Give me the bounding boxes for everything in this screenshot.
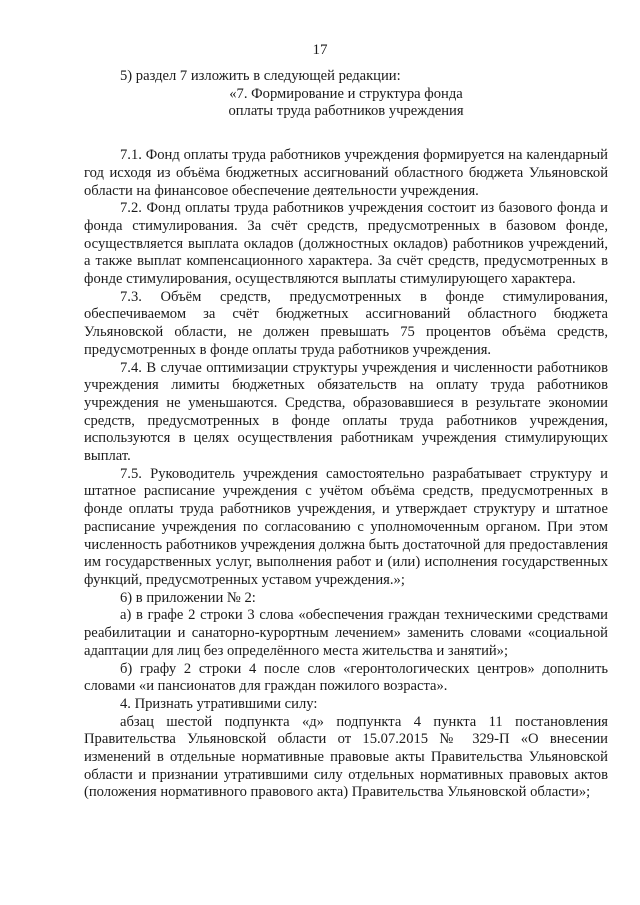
section-heading bbox=[84, 86, 608, 121]
page-number: 17 bbox=[312, 42, 328, 58]
item-6: 6) в приложении № 2: bbox=[120, 589, 256, 606]
document-body bbox=[84, 68, 608, 802]
section-heading-line-1: «7. Формирование и структура фонда bbox=[229, 85, 463, 102]
item-4-abzac: абзац шестой подпункта «д» подпункта 4 пункта 11 постановления Правительства Ульяновской области от 15.07.2015 № 329-П «О внесении изменений в отдельные нормативные правовые акты Правительства Ульяновской области и признании утратившими силу отдельных нормативных правовых актов (положения нормативного правового акта) Правительства Ульяновской области»; bbox=[84, 713, 608, 801]
paragraph-7-3: 7.3. Объём средств, предусмотренных в фонде стимулирования, обеспечиваемом за счёт бюджетных ассигнований областного бюджета Ульяновской области, не должен превышать 75 процентов объёма средств, предусмотренных в фонде оплаты труда работников учреждения. bbox=[84, 288, 608, 358]
item-6-a: а) в графе 2 строки 3 слова «обеспечения граждан техническими средствами реабилитации и санаторно-курортным лечением» заменить словами «социальной адаптации для лиц без определённого места жительства и занятий»; bbox=[84, 607, 608, 659]
section-heading-line-2: оплаты труда работников учреждения bbox=[228, 103, 464, 120]
paragraph-7-5: 7.5. Руководитель учреждения самостоятельно разрабатывает структуру и штатное расписание учреждения с учётом объёма средств, предусмотренных в фонде оплаты труда работников учреждения, и утверждает структуру и штатное расписание учреждения по согласованию с уполномоченным органом. При этом численность работников учреждения должна быть достаточной для предоставления им государственных услуг, выполнения работ и (или) исполнения государственных функций, предусмотренных уставом учреждения.»; bbox=[84, 465, 608, 588]
paragraph-7-4: 7.4. В случае оптимизации структуры учреждения и численности работников учреждения лимиты бюджетных обязательств на оплату труда работников учреждения не уменьшаются. Средства, образовавшиеся в результате экономии средств, предусмотренных в фонде оплаты труда работников учреждения, используются в целях осуществления работникам учреждения стимулирующих выплат. bbox=[84, 359, 608, 465]
paragraph-7-2: 7.2. Фонд оплаты труда работников учреждения состоит из базового фонда и фонда стимулирования. За счёт средств, предусмотренных в базовом фонде, осуществляется выплата окладов (должностных окладов) работников учреждений, а также выплат компенсационного характера. За счёт средств, предусмотренных в фонде стимулирования, осуществляются выплаты стимулирующего характера. bbox=[84, 200, 608, 288]
item-4: 4. Признать утратившими силу: bbox=[120, 695, 318, 712]
item-6-b: б) графу 2 строки 4 после слов «геронтологических центров» дополнить словами «и пансионатов для граждан пожилого возраста». bbox=[84, 660, 608, 695]
intro-text: 5) раздел 7 изложить в следующей редакции: bbox=[120, 68, 401, 84]
paragraph-7-1: 7.1. Фонд оплаты труда работников учреждения формируется на календарный год исходя из объёма бюджетных ассигнований областного бюджета Ульяновской области на финансовое обеспечение деятельности учреждения. bbox=[84, 147, 608, 199]
